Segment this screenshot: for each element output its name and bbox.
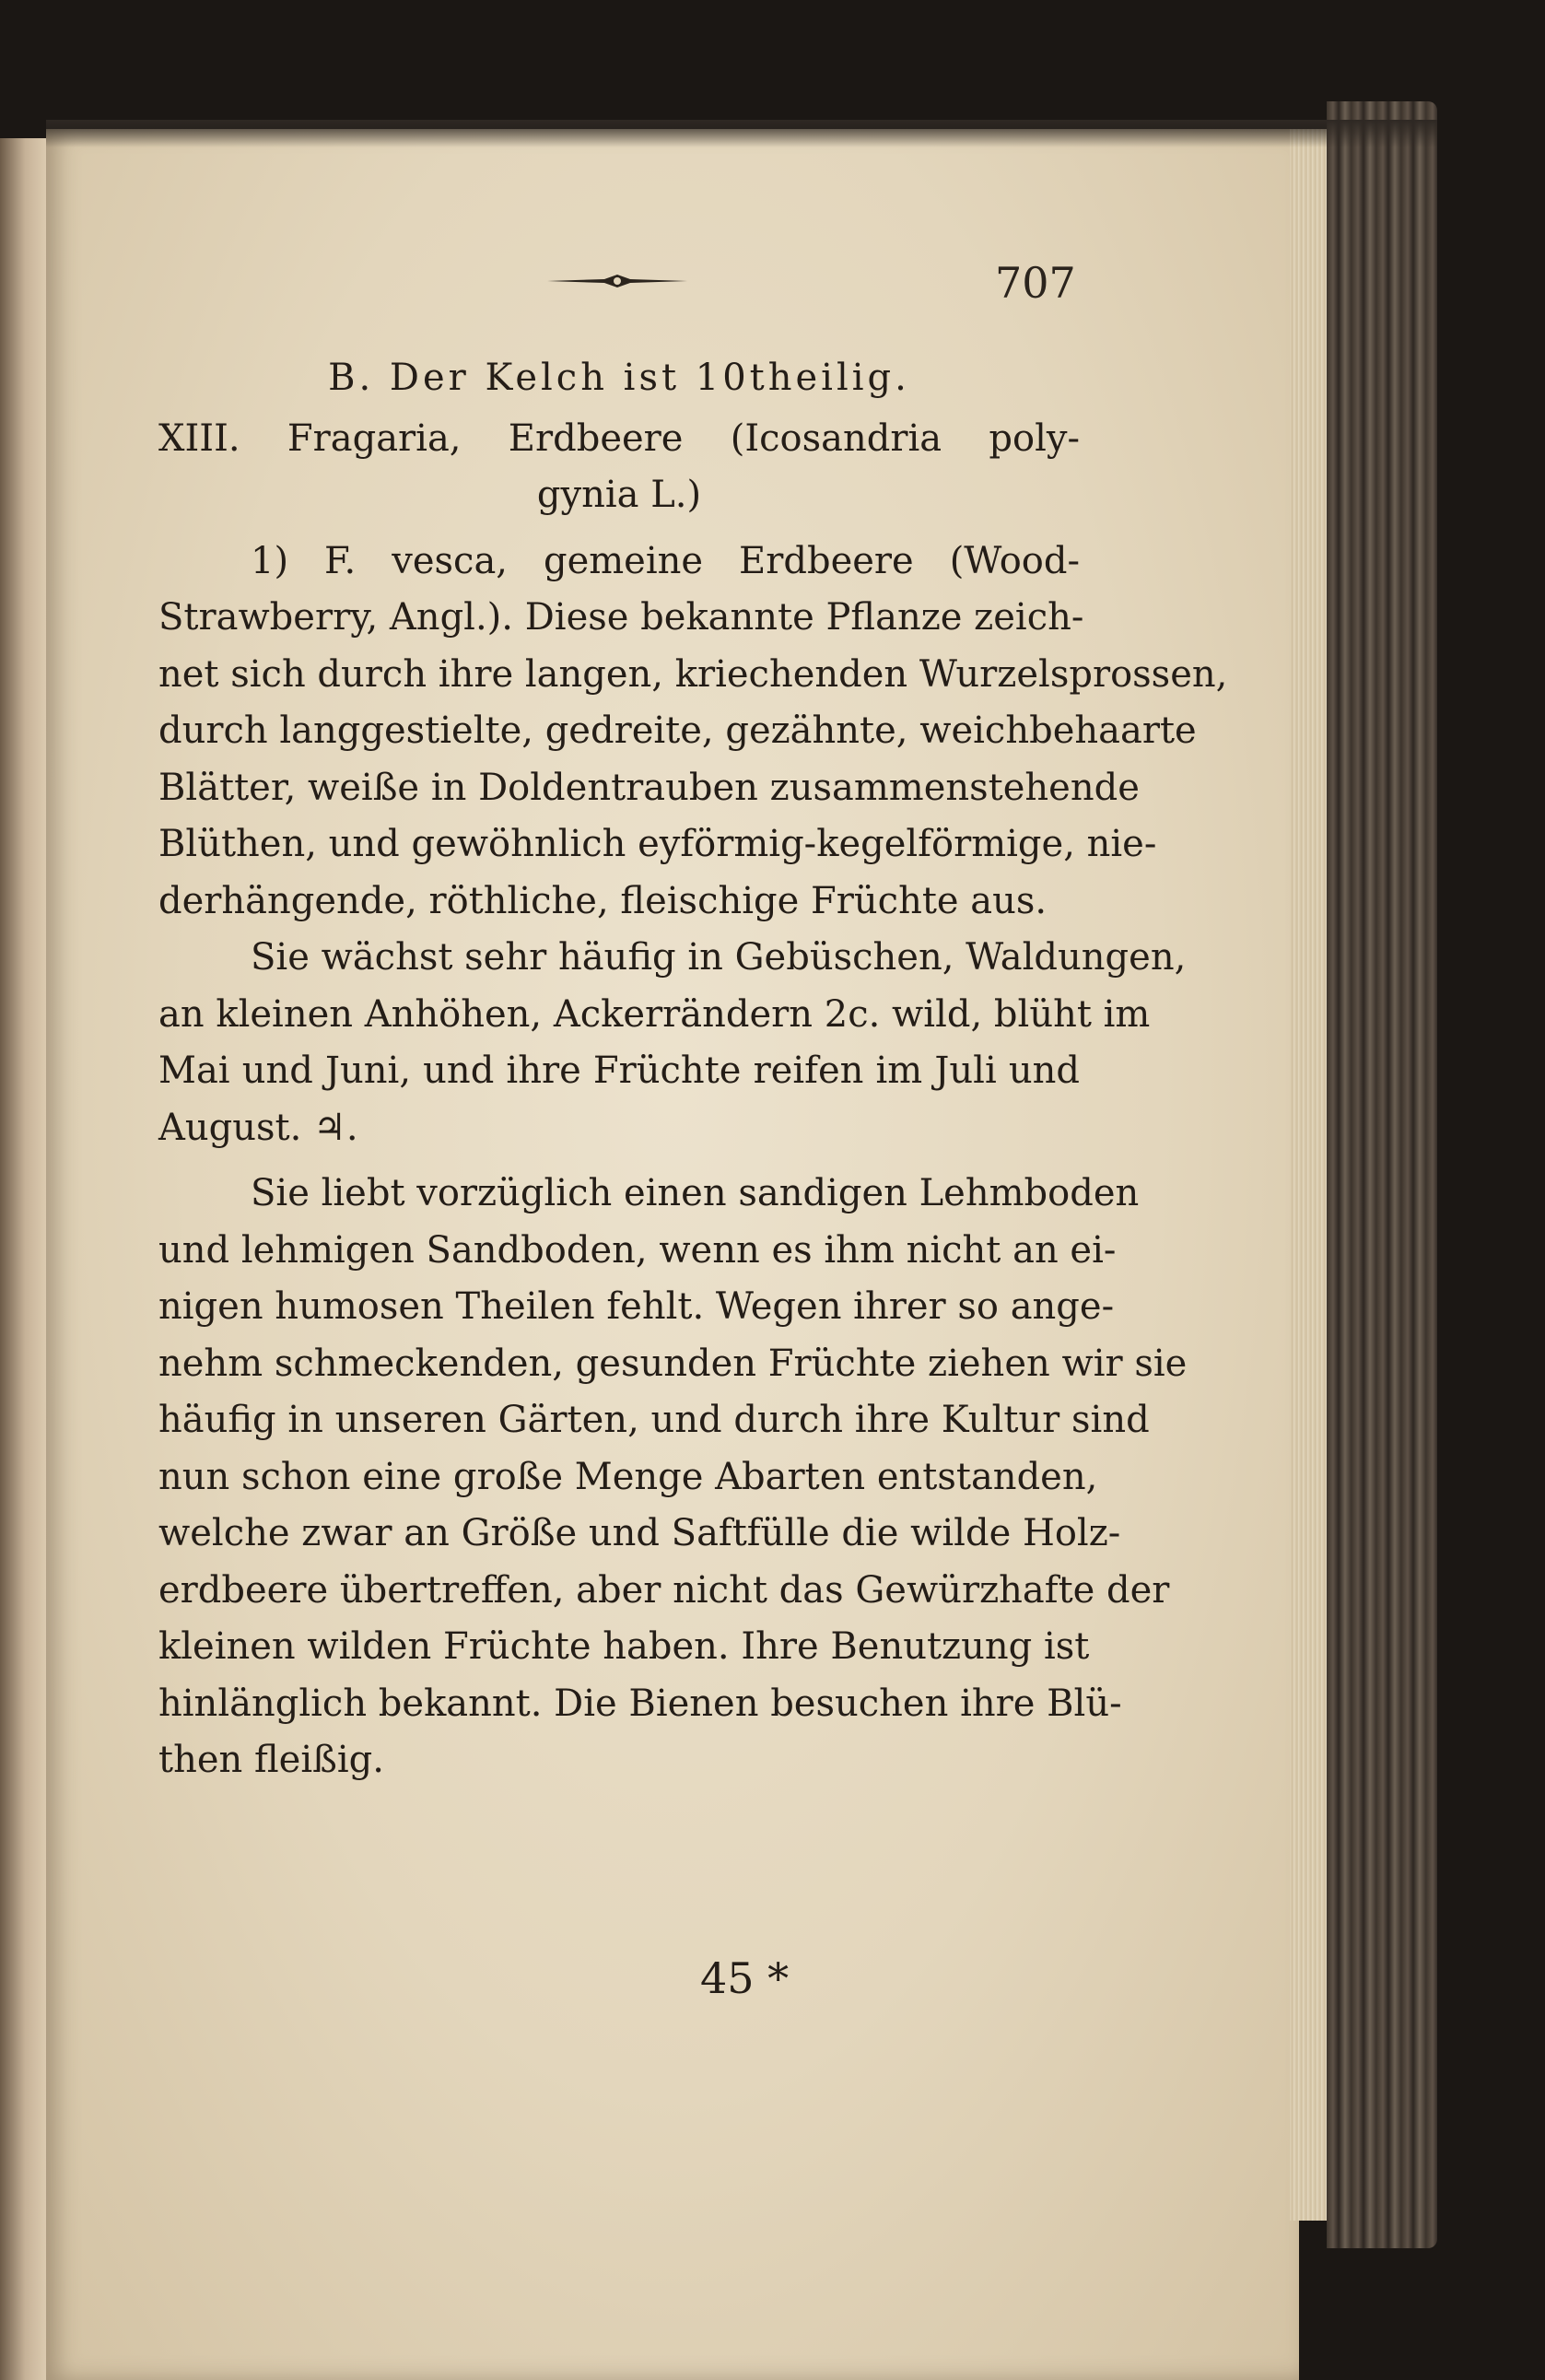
- species-line-6: Blüthen, und gewöhnlich eyförmig-kegelförmige, nie-: [158, 823, 1157, 865]
- habitat-line-2: an kleinen Anhöhen, Ackerrändern 2c. wild, blüht im: [158, 992, 1151, 1036]
- soil-line-9: kleinen wilden Früchte haben. Ihre Benutzung ist: [158, 1625, 1090, 1668]
- page-block-edge: [1290, 129, 1327, 2221]
- species-line-3: net sich durch ihre langen, kriechenden Wurzelsprossen,: [158, 652, 1228, 696]
- soil-line-10: hinlänglich bekannt. Die Bienen besuchen ihre Blü-: [158, 1682, 1122, 1725]
- soil-line-3: nigen humosen Theilen fehlt. Wegen ihrer so ange-: [158, 1285, 1115, 1328]
- species-line-1: 1) F. vesca, gemeine Erdbeere (Wood-: [251, 539, 1080, 582]
- soil-line-11: then fleißig.: [158, 1739, 384, 1781]
- top-shadow: [46, 120, 1437, 147]
- signature-mark: 45 *: [700, 1953, 790, 2003]
- section-heading: B. Der Kelch ist 10theilig.: [328, 357, 910, 399]
- page-number: 707: [995, 258, 1076, 308]
- soil-line-1: Sie liebt vorzüglich einen sandigen Lehmboden: [251, 1172, 1140, 1214]
- species-line-5: Blätter, weiße in Doldentrauben zusammenstehende: [158, 766, 1140, 809]
- species-line-7: derhängende, röthliche, fleischige Früchte aus.: [158, 879, 1048, 922]
- header-ornament: [544, 269, 691, 293]
- soil-line-2: und lehmigen Sandboden, wenn es ihm nicht an ei-: [158, 1228, 1117, 1272]
- left-page-edge: [0, 138, 46, 2380]
- page-text: [158, 350, 1228, 1789]
- habitat-line-1: Sie wächst sehr häufig in Gebüschen, Waldungen,: [251, 936, 1187, 979]
- genus-line-1: XIII. Fragaria, Erdbeere (Icosandria poly-: [158, 416, 1080, 460]
- species-line-4: durch langgestielte, gedreite, gezähnte, weichbehaarte: [158, 709, 1197, 752]
- soil-line-7: welche zwar an Größe und Saftfülle die wilde Holz-: [158, 1512, 1121, 1554]
- species-line-2: Strawberry, Angl.). Diese bekannte Pflanze zeich-: [158, 596, 1084, 639]
- soil-line-6: nun schon eine große Menge Abarten entstanden,: [158, 1455, 1098, 1498]
- soil-line-5: häufig in unseren Gärten, und durch ihre Kultur sind: [158, 1399, 1150, 1441]
- habitat-line-4: August. ♃.: [158, 1106, 358, 1149]
- genus-line-2: gynia L.): [536, 474, 702, 516]
- soil-line-8: erdbeere übertreffen, aber nicht das Gewürzhafte der: [158, 1568, 1170, 1612]
- book-cover-edge: [1327, 101, 1437, 2248]
- soil-line-4: nehm schmeckenden, gesunden Früchte ziehen wir sie: [158, 1342, 1188, 1385]
- habitat-line-3: Mai und Juni, und ihre Früchte reifen im Juli und: [158, 1049, 1080, 1092]
